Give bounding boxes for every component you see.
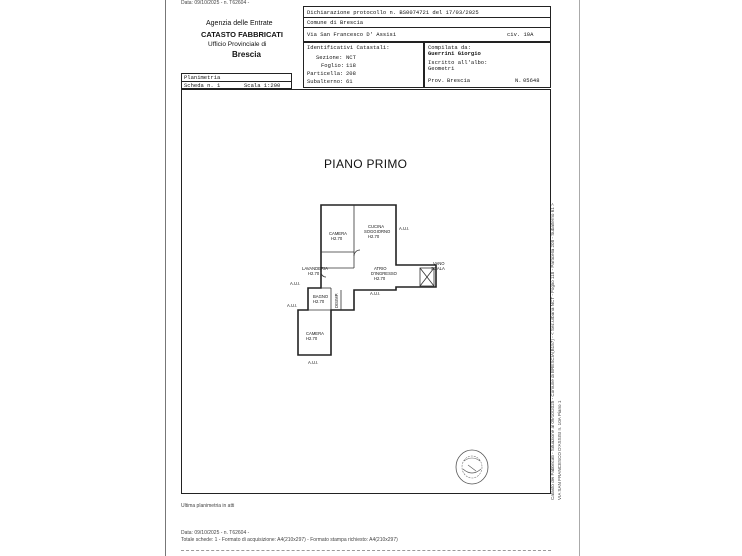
n-label: N.	[515, 77, 522, 84]
scala-value: Scala 1:200	[244, 82, 281, 89]
planimetria-title: Planimetria	[184, 74, 221, 81]
ufficio-city: Brescia	[232, 50, 261, 59]
identificativi-heading: Identificativi Catastali:	[307, 44, 390, 51]
sezione-value: NCT	[346, 54, 356, 61]
top-stamp: Data: 09/10/2025 - n. T62604 -	[181, 0, 250, 6]
room-atrio: ATRIO	[374, 266, 387, 271]
room-camera-1-height: H2.70	[331, 236, 343, 241]
aui-label: A.U.I.	[370, 291, 381, 296]
foglio-value: 118	[346, 62, 356, 69]
room-cucina-height: H2.70	[368, 234, 380, 239]
sezione-label: Sezione:	[316, 54, 343, 61]
ultima-planimetria: Ultima planimetria in atti	[181, 503, 235, 509]
room-lavanderia: LAVANDERIA	[302, 266, 328, 271]
agency-name: Agenzia delle Entrate	[206, 20, 273, 27]
divider	[303, 17, 551, 18]
aui-label: A.U.I.	[308, 360, 319, 365]
scala-label: SCALA	[431, 266, 445, 271]
room-bagno: BAGNO	[313, 294, 329, 299]
room-lavanderia-height: H2.70	[308, 271, 320, 276]
divider	[303, 27, 551, 28]
compilata-label: Compilata da:	[428, 44, 471, 51]
compilata-name: Guerrini Giorgio	[428, 50, 481, 57]
scheda-number: Scheda n. 1	[184, 82, 221, 89]
via-text: Via San Francesco D' Assisi	[307, 31, 397, 38]
cadastral-sheet	[165, 0, 580, 556]
ufficio-label: Ufficio Provinciale di	[208, 41, 267, 48]
room-labels	[287, 224, 445, 365]
room-camera-2: CAMERA	[306, 331, 324, 336]
room-camera-2-height: H2.70	[306, 336, 318, 341]
room-disimpegno: DISIMP.	[334, 292, 339, 308]
room-camera-1: CAMERA	[329, 231, 347, 236]
footer-totale: Totale schede: 1 - Formato di acquisizione: A4(210x297) - Formato stampa richiesto: A4(210x297)	[181, 537, 398, 543]
footer-date: Data: 09/10/2025 - n. T62604 -	[181, 530, 250, 536]
iscritto-label: Iscritto all'albo:	[428, 59, 488, 66]
aui-label: A.U.I.	[290, 281, 301, 286]
catasto-title: CATASTO FABBRICATI	[201, 30, 283, 39]
side-address-text: VIA SAN FRANCESCO D'ASSISI n. 10A Piano 1	[557, 400, 562, 500]
albo-value: Geometri	[428, 65, 455, 72]
prov-value: Brescia	[447, 77, 471, 84]
plan-title: PIANO PRIMO	[324, 157, 408, 171]
room-cucina: CUCINA	[368, 224, 385, 229]
side-situazione-text: Catasto dei Fabbricati - Situazione al 09/10/2025 - Comune di BRESCIA(B157) - < Sez.urbana NCT - Foglio 118 - Particella 208 - Subalterno 61 >	[550, 203, 555, 500]
footer-rule	[181, 550, 551, 551]
protocol-text: Dichiarazione protocollo n. BS0074721 del 17/03/2025	[307, 9, 479, 16]
subalterno-value: 61	[346, 78, 353, 85]
particella-value: 208	[346, 70, 356, 77]
room-atrio-ingresso: D'INGRESSO	[371, 271, 397, 276]
room-atrio-height: H2.70	[374, 276, 386, 281]
subalterno-label: Subalterno:	[307, 78, 344, 85]
vano-label: VANO	[433, 261, 445, 266]
aui-label: A.U.I.	[399, 226, 410, 231]
n-value: 05648	[523, 77, 540, 84]
floor-plan	[286, 190, 446, 375]
aui-label: A.U.I.	[287, 303, 298, 308]
civico-text: civ. 10A	[507, 31, 534, 38]
room-bagno-height: H2.70	[313, 299, 325, 304]
particella-label: Particella:	[307, 70, 344, 77]
room-soggiorno: SOGGIORNO	[364, 229, 391, 234]
comune-text: Comune di Brescia	[307, 19, 364, 26]
seal-stamp	[454, 447, 490, 487]
prov-label: Prov.	[428, 77, 445, 84]
foglio-label: Foglio:	[321, 62, 345, 69]
